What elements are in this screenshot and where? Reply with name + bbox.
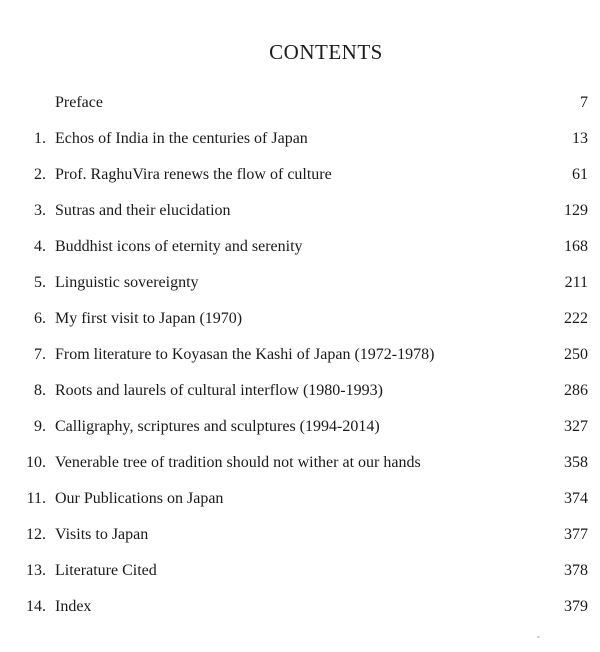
toc-entry-preface (0, 91, 600, 127)
toc-entry-7 (0, 343, 600, 379)
toc-entry-page: 61 (572, 166, 588, 183)
toc-entry-12 (0, 523, 600, 559)
toc-entry-page: 250 (564, 346, 588, 363)
toc-entry-number: 12. (26, 526, 46, 543)
toc-entry-page: 222 (564, 310, 588, 327)
toc-entry-page: 378 (564, 562, 588, 579)
toc-entry-13 (0, 559, 600, 595)
toc-entry-number: 4. (34, 238, 46, 255)
toc-entry-number: 2. (34, 166, 46, 183)
toc-entry-11 (0, 487, 600, 523)
toc-entry-number: 7. (34, 346, 46, 363)
toc-entry-page: 7 (580, 94, 588, 111)
toc-entry-title: Literature Cited (55, 562, 157, 579)
toc-entry-title: Buddhist icons of eternity and serenity (55, 238, 303, 255)
toc-entry-number: 11. (26, 490, 46, 507)
toc-entry-page: 377 (564, 526, 588, 543)
toc-entry-page: 358 (564, 454, 588, 471)
toc-entry-title: Index (55, 598, 92, 615)
toc-entry-title: Our Publications on Japan (55, 490, 224, 507)
toc-entry-title: My first visit to Japan (1970) (55, 310, 243, 327)
toc-entry-page: 211 (564, 274, 588, 291)
toc-entry-6 (0, 307, 600, 343)
toc-entry-title: Roots and laurels of cultural interflow (1980-1993) (55, 382, 383, 399)
toc-entry-4 (0, 235, 600, 271)
toc-entry-1 (0, 127, 600, 163)
toc-entry-title: Venerable tree of tradition should not wither at our hands (55, 454, 421, 471)
toc-entry-8 (0, 379, 600, 415)
toc-entry-number: 10. (26, 454, 46, 471)
toc-entry-2 (0, 163, 600, 199)
toc-entry-title: Linguistic sovereignty (55, 274, 199, 291)
toc-entry-page: 129 (564, 202, 588, 219)
toc-entry-5 (0, 271, 600, 307)
toc-entry-title: From literature to Koyasan the Kashi of Japan (1972-1978) (55, 346, 435, 363)
toc-entry-number: 1. (34, 130, 46, 147)
toc-entry-number: 13. (26, 562, 46, 579)
toc-entry-title: Calligraphy, scriptures and sculptures (1994-2014) (55, 418, 380, 435)
toc-entry-page: 379 (564, 598, 588, 615)
toc-entry-title: Sutras and their elucidation (55, 202, 231, 219)
toc-entry-page: 374 (564, 490, 588, 507)
toc-entry-14 (0, 595, 600, 631)
toc-entry-number: 3. (34, 202, 46, 219)
toc-entry-title: Echos of India in the centuries of Japan (55, 130, 308, 147)
toc-entry-title: Prof. RaghuVira renews the flow of culture (55, 166, 332, 183)
toc-entry-9 (0, 415, 600, 451)
toc-entry-page: 327 (564, 418, 588, 435)
toc-entry-page: 13 (572, 130, 588, 147)
toc-entry-number: 8. (34, 382, 46, 399)
toc-entry-page: 286 (564, 382, 588, 399)
toc-entry-title: Visits to Japan (55, 526, 149, 543)
toc-entry-10 (0, 451, 600, 487)
toc-entry-number: 6. (34, 310, 46, 327)
page-title: CONTENTS (269, 40, 383, 64)
toc-entry-number: 14. (26, 598, 46, 615)
toc-entry-number: 5. (34, 274, 46, 291)
toc-entry-page: 168 (564, 238, 588, 255)
scan-speck (537, 636, 540, 638)
toc-entry-title: Preface (55, 94, 103, 111)
table-of-contents (0, 91, 600, 631)
toc-entry-3 (0, 199, 600, 235)
toc-entry-number: 9. (34, 418, 46, 435)
